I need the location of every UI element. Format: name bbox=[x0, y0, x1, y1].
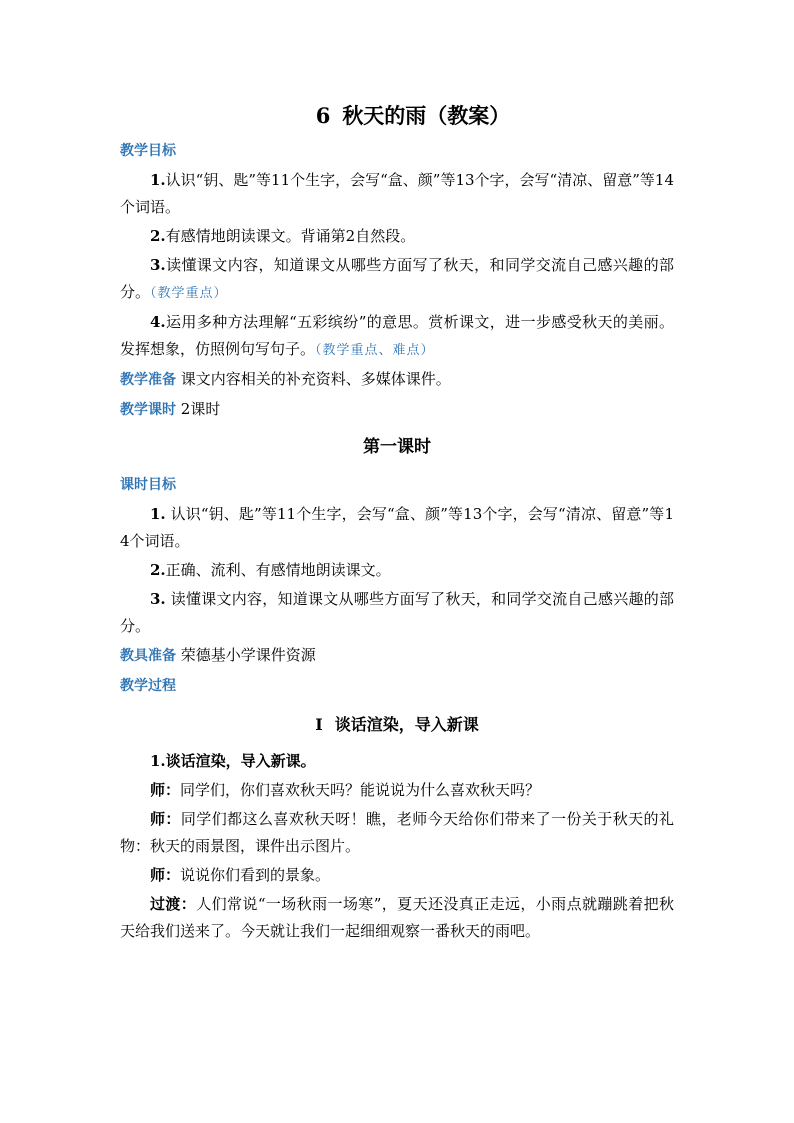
dialog-line: 师：同学们都这么喜欢秋天呀！瞧，老师今天给你们带来了一份关于秋天的礼物：秋天的雨景图，课件出示图片。 bbox=[120, 810, 674, 855]
teaching-prep bbox=[120, 366, 674, 394]
prep-text: 课文内容相关的补充资料、多媒体课件。 bbox=[180, 370, 451, 388]
section-heading bbox=[120, 710, 674, 740]
heading-label: 教具准备 bbox=[120, 648, 176, 664]
teaching-goals-heading bbox=[120, 137, 674, 165]
heading-label: 教学课时 bbox=[120, 402, 176, 418]
goal-item: 1.认识“钥、匙”等11个生字，会写“盒、颜”等13个字，会写“清凉、留意”等14个词语。 bbox=[120, 171, 674, 216]
heading-label: 教学目标 bbox=[120, 143, 176, 159]
dialog-line: 师：同学们，你们喜欢秋天吗？能说说为什么喜欢秋天吗？ bbox=[150, 781, 541, 799]
lesson-goal-item: 3. 读懂课文内容，知道课文从哪些方面写了秋天，和同学交流自己感兴趣的部分。 bbox=[120, 590, 674, 635]
lesson-goal-item: 1. 认识“钥、匙”等11个生字，会写“盒、颜”等13个字，会写“清凉、留意”等14个词语。 bbox=[120, 505, 674, 550]
heading-label: 教学过程 bbox=[120, 678, 176, 694]
heading-label: 课时目标 bbox=[120, 477, 176, 493]
key-point-note: （教学重点、难点） bbox=[315, 343, 435, 358]
lesson-title: 第一课时 bbox=[363, 437, 431, 457]
goal-item: 2.有感情地朗读课文。背诵第2自然段。 bbox=[150, 227, 416, 245]
lesson-goal-item: 2.正确、流利、有感情地朗读课文。 bbox=[150, 561, 391, 579]
dialog-line: 师：说说你们看到的景象。 bbox=[150, 866, 331, 884]
tools-text: 荣德基小学课件资源 bbox=[180, 646, 316, 664]
key-point-note: （教学重点） bbox=[150, 286, 228, 301]
teaching-hours bbox=[120, 396, 674, 424]
document-page bbox=[120, 98, 674, 947]
goal-item: 3.读懂课文内容，知道课文从哪些方面写了秋天，和同学交流自己感兴趣的部分。（教学重点） bbox=[120, 256, 674, 301]
hours-text: 2课时 bbox=[180, 400, 221, 418]
section-title-text: 谈话渲染，导入新课 bbox=[334, 715, 479, 734]
document-title bbox=[152, 98, 674, 134]
step-heading: 1.谈话渲染，导入新课。 bbox=[150, 752, 316, 770]
tools-prep bbox=[120, 642, 674, 670]
title-number: 6 bbox=[315, 103, 331, 128]
teaching-process-heading bbox=[120, 672, 674, 700]
section-numeral: Ⅰ bbox=[315, 715, 323, 734]
heading-label: 教学准备 bbox=[120, 372, 176, 388]
dialog-line: 过渡：人们常说“一场秋雨一场寒”，夏天还没真正走远，小雨点就蹦跳着把秋天给我们送来了。今天就让我们一起细细观察一番秋天的雨吧。 bbox=[120, 895, 674, 940]
goal-item: 4.运用多种方法理解“五彩缤纷”的意思。赏析课文，进一步感受秋天的美丽。发挥想象，仿照例句写句子。（教学重点、难点） bbox=[120, 313, 674, 358]
title-text: 秋天的雨（教案） bbox=[342, 103, 511, 128]
lesson-goals-heading bbox=[120, 471, 674, 499]
